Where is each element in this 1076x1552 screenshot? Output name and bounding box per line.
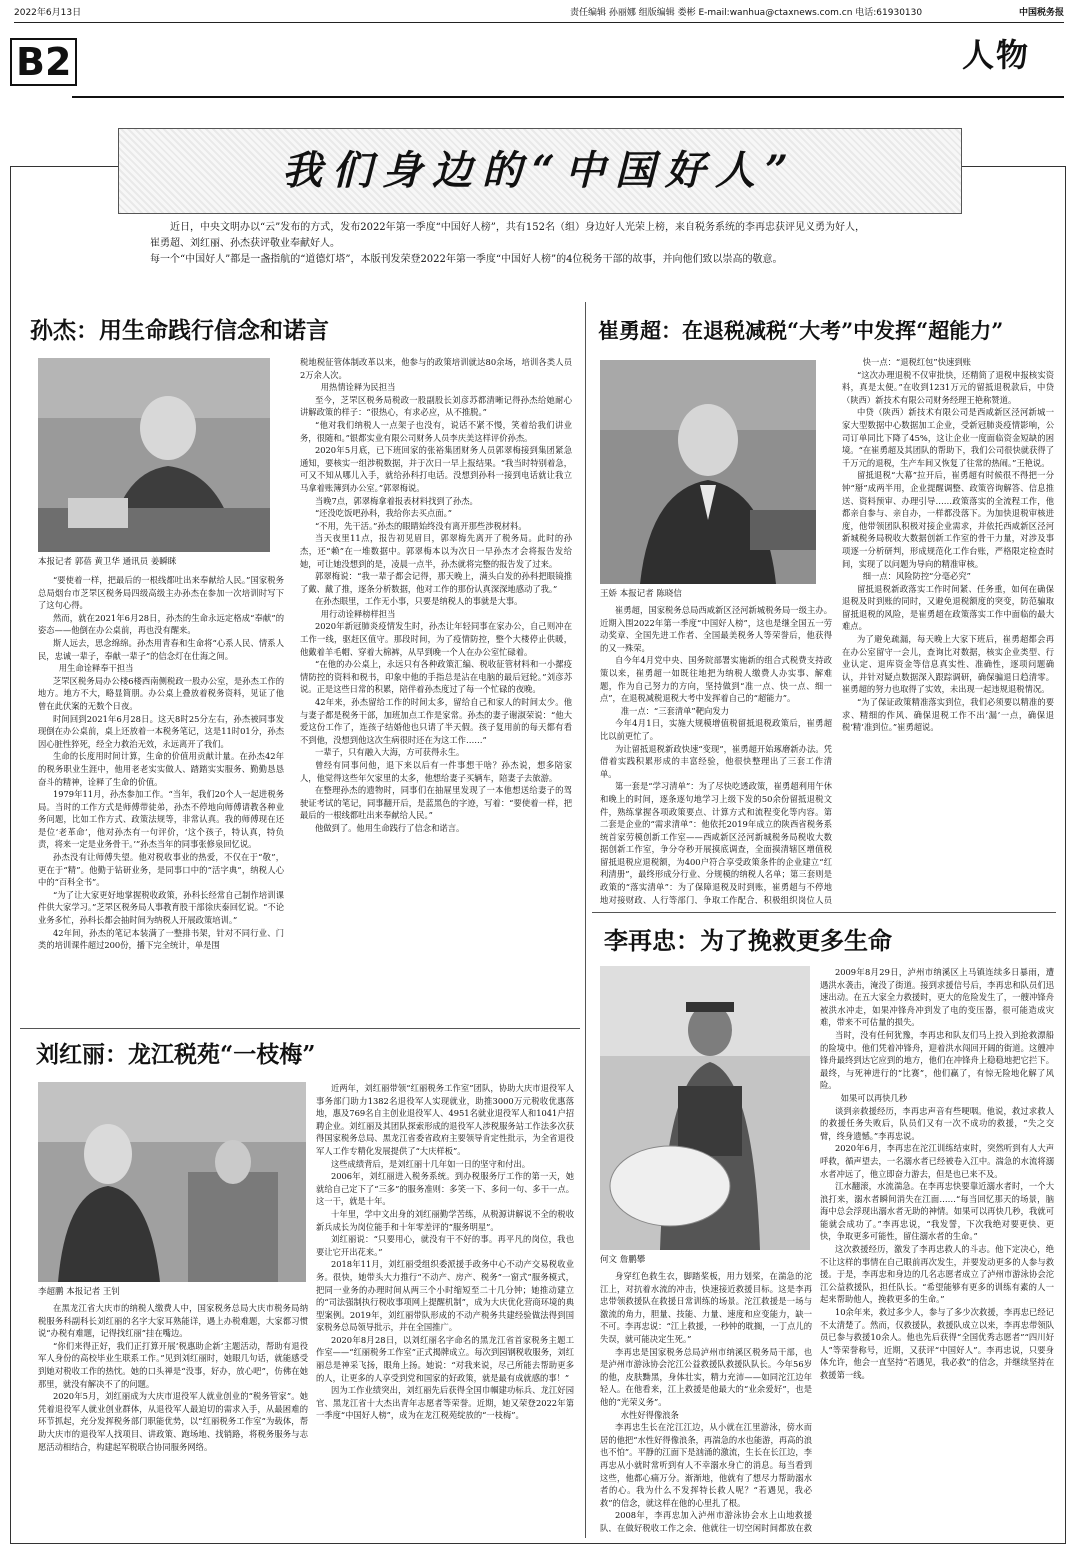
photo-cui [600,360,816,584]
article-body-sunjie-col1 [38,574,284,1020]
para: 崔勇超，国家税务总局西咸新区泾河新城税务局一级主办。近期入围2022年第一季度“中国好人榜”，这也是继全国五一劳动奖章、全国先进工作者、全国最美税务人等荣誉后，他获得的又一殊荣。 [600,605,832,653]
para: 2020年新冠肺炎疫情发生时，孙杰让年轻同事在家办公，自己则冲在工作一线，驱赶区值守。那段时间，为了疫情防控，整个大楼停止供暖，他戴着羊毛帽、穿着大棉裤，从早到晚一个人在办公室忙碌着。 [300,621,572,657]
article-body-liu-col1 [38,1302,308,1532]
article-body-cui-col2 [842,356,1054,906]
photo-sunjie [38,358,270,552]
para: 孙杰没有让师傅失望。他对税收事业的热爱，不仅在于“敬”，更在于“精”。他勤于钻研业务，是同事口中的“活字典”，纳税人心中的“百科全书”。 [38,852,284,888]
para: “你们来得正好，我们正打算开展‘税惠助企新’主题活动，帮助有退役军人身份的高校毕业生联系工作。”见到刘红丽时，她眼几句话，就能感受到她对税收工作的热忱。她的口头禅是“没事，好办，放心吧”，仿佛在她那里，就没有解决不了的问题。 [38,1340,308,1389]
para: “还没吃饭吧孙科，我给你去买点面。” [314,508,453,519]
para: 第一套是“学习清单”：为了尽快吃透政策，崔勇超利用午休和晚上的时间，逐条逐句地学习上级下发的50余份留抵退税文件，熟练掌握各项政策要点、计算方式和流程变化等内容。第二套是企业的“需求清单”：他依托2019年成立的陕西省税务系统首家劳模创新工作室——西咸新区泾河新城税务局税收大数据创新工作室，争分夺秒开展摸底调查，全面摸清辖区增值税留抵退税应退税额，为400户符合享受政策条件的企业建立“红利清册”，最终形成分行业、分规模的纳税人名单；第三套则是政策的“落实清单”：为了保障退税及时到账，崔勇超与不停地地对接财政、人行等部门，争取工作配合，积极组织岗位人员 [600,781,832,904]
portrait-cui-illustration [600,360,816,584]
center-divider [585,302,586,1538]
subheading: 准一点：“三套清单”靶向发力 [620,705,729,716]
para: 然而，就在2021年6月28日，孙杰的生命永远定格成“奉献”的姿态——他倒在办公桌前，再也没有醒来。 [38,612,284,636]
byline-sunjie: 本报记者 郭蓓 黄卫华 通讯员 姜瞬眯 [38,557,177,567]
para: 10余年来，救过多少人，参与了多少次救援，李再忠已经记不太清楚了。然而，仅救援队，救援队成立以来，李再忠带领队员已参与救援10余人。他也先后获得“全国优秀志愿者”“四川好人”等荣誉称号，近期，又获评“中国好人”。李再忠说，只要身体允许，他会一直坚持“若遇见，我必救”的信念，并继续坚持在救援第一线。 [820,1307,1054,1380]
left-divider [20,1028,580,1029]
para: 42年间，孙杰的笔记本装满了一整排书架，针对不同行业、门类的培训课件超过200份，播下完全统计，单是围 [38,927,284,951]
right-divider [592,912,1056,913]
para: 2008年，李再忠加入泸州市游泳协会水上山地救援队，在做好税收工作之余，他就往一切空闲时间都放在救 [600,1510,812,1532]
page-header-bar [14,4,1064,23]
para: 为了避免疏漏，每天晚上大家下班后，崔勇超都会再在办公室留守一会儿，查询比对数据，核实企业类型、行业认定、退库资金等信息真实性、准确性，逐项问题确认，并针对疑点数据深入跟踪调研，确保骗退日趋清零。崔勇超的努力也取得了实效，未出现一起违规退税情况。 [842,634,1054,695]
feature-intro [150,220,950,268]
intro-line-1: 近日，中央文明办以“云”发布的方式，发布2022年第一季度“中国好人榜”，共有152名（组）身边好人光荣上榜，来自税务系统的李再忠获评见义勇为好人， [170,222,865,233]
para: 他做到了。他用生命践行了信念和诺言。 [314,822,465,833]
para: 李再忠是国家税务总局泸州市纳溪区税务局干部，也是泸州市游泳协会沱江公益救援队救援队队长。今年56岁的他，皮肤黝黑，身体壮实，精力充沛——如同沱江边年轻人。在他看来，江上救援是他最大的“业余爱好”，也是他的“光荣义务”。 [600,1346,812,1407]
para: 在黑龙江省大庆市的纳税人缴费人中，国家税务总局大庆市税务局纳税服务科副科长刘红丽的名字大家耳熟能详，遇上办税难题，大家都习惯说“办税有难题，记得找红丽”挂在嘴边。 [38,1303,308,1339]
para: 谈到亲救援经历，李再忠声音有些哽咽。他说，救过求救人的救援任务失败后，队员们又有一次不成功的救援，“失之交臂，终身遗憾。”李再忠说。 [820,1105,1054,1141]
para: 斯人远去，思念绵绵。孙杰用青春和生命将“心系人民、情系人民，忠诚一辈子，奉献一辈子”的信念灯在仕海之间。 [38,637,284,661]
para: 刘红丽说：“只要用心，就没有干不好的事。再平凡的岗位，我也要让它开出花来。” [316,1234,574,1257]
para: 2020年8月28日，以刘红丽名字命名的黑龙江省首家税务主题工作室——“红丽税务工作室”正式揭牌成立。每次到园钢税收服务，刘红丽总是神采飞扬，眼角上扬。她说：“对我来说，尽己所能去帮助更多的人，让更多的人享受到党和国家的好政策，就是最有成就感的事！” [316,1334,574,1383]
para: 税地税征管体制改革以来，他参与的政策培训就达80余场，培训各类人员2万余人次。 [300,357,572,380]
byline-liu: 李超鹏 本报记者 王钊 [38,1287,120,1297]
article-title-cui: 崔勇超：在退税减税“大考”中发挥“超能力” [598,318,1004,343]
para: 因为工作业绩突出，刘红丽先后获得全国巾帼建功标兵、龙江好园官、黑龙江省十大杰出青年志愿者等荣誉。近期，她又荣登2022年第一季度“中国好人榜”，成为在龙江税苑绽放的“一枝梅”。 [316,1385,574,1421]
para: 身穿红色救生衣，脚踏桨板，用力划桨，在湍急的沱江上，对抗着水流的冲击，快速接近救援目标。这是李再忠带领救援队在救援日常训练的场景。沱江救援是一场与激流的角力，胆量、技能、力量、速度和应变能力，缺一不可。李再忠说：“江上救援，一秒钟的耽搁，一丁点儿的失误，就可能决定生死。” [600,1271,812,1344]
feature-banner [118,128,962,214]
para: 1979年11月，孙杰参加工作。“当年，我们20个人一起进税务局。当时的工作方式是师傅带徒弟，孙杰不停地向师傅请教各种业务问题，比如工作方式、政策法规等，非常认真。我的师傅现在还是位‘老革命’，他对孙杰有一句评价，‘这个孩子，特认真，特负责，将来一定是业务骨干。’”孙杰当年的同事张修泉回忆说。 [38,789,284,850]
para: 这次救援经历，激发了李再忠救人的斗志。他下定决心，绝不让这样的事情在自己眼前再次发生，并要发动更多的人参与救援。于是，李再忠和身边的几名志愿者成立了泸州市游泳协会沱江公益救援队，担任队长。“希望能够有更多的训练有素的人一起来帮助他人，挽救更多的生命。” [820,1244,1054,1305]
para: 2020年6月，李再忠在沱江训练结束时，突然听到有人大声呼救，循声望去，一名溺水者已经被卷入江中。湍急的水流将溺水者冲远了，他立即奋力游去，但是也已来不及。 [820,1143,1054,1179]
para: 一辈子，只有融入大海，方可获得永生。 [314,747,465,758]
article-title-liu: 刘红丽：龙江税苑“一枝梅” [36,1041,316,1068]
editor-info: 责任编辑 孙丽娜 组版编辑 娄彬 E-mail:wanhua@ctaxnews.com.cn 电话:61930130 [570,8,923,18]
para: 李再忠生长在沱江江边，从小就在江里游泳，傍水而居的他把“水性好得像浪条，再湍急的水也能游，再高的浪也不怕”。平静的江面下是汹涌的激流，生长在长江边，李再忠从小就时常听到有人不幸溺水身亡的消息。每当看到这些，他都心痛万分。渐渐地，他就有了想尽力帮助溺水者的心。我为什么不发挥特长救人呢？“若遇见，我必救”的信念，就这样在他的心里扎了根。 [600,1422,812,1508]
portrait-li-illustration [600,966,810,1250]
para: 今年4月1日，实施大规模增值税留抵退税政策后，崔勇超比以前更忙了。 [600,718,832,741]
photo-liu [38,1082,306,1282]
newspaper-name: 中国税务报 [1018,8,1064,18]
subheading: 用生命诠释奉干担当 [58,663,134,674]
para: 曾经有同事问他，退下来以后有一件事想干啥？孙杰说，想多陪家人，他觉得这些年欠家里的太多，他想给妻子买辆车，陪妻子去旅游。 [300,760,572,783]
subheading: 用行动诠释榜样担当 [320,608,396,619]
para: “要使着一样，把最后的一根线都吐出来奉献给人民。”国家税务总局烟台市芝罘区税务局四级高级主办孙杰在参加一次培训时写下了这句心得。 [38,575,284,611]
para: “他对我们纳税人一点架子也没有，说话不紧不慢，笑着给我们讲业务，很随和。”银都实业有限公司财务人员李庆美这样评价孙杰。 [300,419,572,443]
subheading: 用热情诠释为民担当 [320,382,396,393]
para: 2006年，刘红丽进入税务系统。到办税服务厅工作的第一天，她就给自己定下了“三多”的服务准则：多笑一下、多问一句、多干一点。这一干，就是十年。 [316,1171,574,1207]
section-title: 人物 [962,36,1031,74]
byline-li: 何文 詹鹏攀 [600,1255,646,1265]
para: 近两年，刘红丽带领“红丽税务工作室”团队，协助大庆市退役军人事务部门助力1382名退役军人实现就业，助推3000万元税收优惠落地，惠及769名自主创业退役军人、4951名就业退役军人和1041户招聘企业。刘红丽及其团队探索形成的退役军人涉税服务站工作法多次获得国家税务总局、黑龙江省委省政府主要领导肯定性批示，为全省退役军人工作专精化发展提供了“大庆样板”。 [316,1083,574,1156]
para: 时间回到2021年6月28日。这天8时25分左右，孙杰被同事发现倒在办公桌前，桌上还放着一本税务笔记，这是11时01分，孙杰因心脏性猝死，经全力救治无效，永远离开了我们。 [38,713,284,749]
para: 2020年5月底，已下班回家的张裕集团财务人员郭翠梅接到集团紧急通知，要核实一组涉税数据，并于次日一早上报结果。“我当时特别着急，可又不知从哪儿入手，就给孙科打电话。没想到孙科一接到电话就让我立马拿着账簿到办公室。”郭翠梅说。 [300,445,572,493]
subheading: 如果可以再快几秒 [840,1092,908,1103]
intro-line-2: 崔勇超、刘红丽、孙杰获评敬业奉献好人。 [150,238,340,249]
article-title-sunjie: 孙杰：用生命践行信念和诺言 [30,317,329,344]
subheading: 细一点：风险防控“分毫必究” [862,571,971,582]
article-title-li: 李再忠：为了挽救更多生命 [604,926,892,955]
para: 留抵退税“大幕”拉开后，崔勇超有时候很不得把一分钟“掰”成两半用，企业提醒调整、政策咨询解答、信息推送、资料预审、办理引导……政策落实的全流程工作，他都亲自参与、亲自办，一样都没落下。为加快退税审核进度，他带领团队积极对接企业需求，并依托西咸新区泾河新城税务局税收大数据创新工作室的骨干力量，对涉及事项逐一分析研判，形成规范化工作台账，严格限定检查时间，实现了以问题为导向的精准审核。 [842,470,1054,569]
article-body-sunjie-col2 [300,356,572,1020]
feature-title: 我们身边的“中国好人” [281,147,798,194]
para: 2009年8月29日，泸州市纳溪区上马镇连续多日暴雨，遭遇洪水袭击，淹没了街道。接到求援信号后，李再忠和队员们迅速出动。在五大家全力救援时，更大的危险发生了，一艘冲锋舟被洪水冲走，如果冲锋舟冲到发了电的变压器，很可能造成灾难，带来不可估量的损失。 [820,967,1054,1028]
article-body-cui-col1 [600,604,832,904]
para: 留抵退税新政落实工作时间紧、任务重，如何在确保退税及时到账的同时，又避免退税额度的突变，防范骗取留抵退税的风险，是崔勇超在政策落实工作中面临的最大难点。 [842,583,1054,632]
page-number: B2 [10,38,77,86]
para: 当天夜里11点，报告初见眉目，郭翠梅先离开了税务局。此时的孙杰，还“赖”在一堆数据中。郭翠梅本以为次日一早孙杰才会将报告发给她，可让她没想到的是，凌晨一点半，孙杰就将完整的报告发了过来。 [300,533,572,569]
article-body-li-col2 [820,966,1054,1532]
subheading: 快一点：“退税红包”快速到账 [862,357,971,367]
para: 江水翻滚，水流湍急。在李再忠快要靠近溺水者时，一个大浪打来，溺水者瞬间消失在江面……“每当回忆那天的场景，脑海中总会浮现出溺水者无助的神情。如果可以再快几秒，我就可能就会成功了。”李再忠说，“我发誓，下次我绝对要更快、更快，争取更多可能性，留住溺水者的生命。” [820,1181,1054,1242]
para: “为了让大家更好地掌握税收政策，孙科长经常自己制作培训课件供大家学习。”芝罘区税务局人事教育股干部徐庆泰回忆说。“不论业务多忙，孙科长都会抽时间为纳税人开展政策培训。” [38,889,284,926]
byline-cui: 王娇 本报记者 陈晓信 [600,589,682,599]
para: 芝罘区税务局办公楼6楼西南侧税政一股办公室，是孙杰工作的地方。地方不大，略显简朋。办公桌上叠放着税务资料，见证了他曾在此伏案的无数个日夜。 [38,675,284,711]
para: 这些成绩背后，是刘红丽十几年如一日的坚守和付出。 [330,1158,531,1169]
para: 在整理孙杰的遗物时，同事们在抽屉里发现了一本他想送给妻子的驾驶证考试的笔记，同事翻开后，是蓝黑色的字迹，写着：“要使着一样，把最后的一根线都吐出来奉献给人民。” [300,785,572,821]
para: 生命的长度用时间计算，生命的价值用贡献计量。在孙杰42年的税务职业生涯中，他用老老实实做人、踏踏实实服务、勤勤恳恳奋斗的精神，诠释了生命的价值。 [38,751,284,787]
para: 2020年5月，刘红丽成为大庆市退役军人就业创业的“税务管家”。她凭着退役军人就业创业群体，从退役军人最迫切的需求入手，从最困难的环节抓起，充分发挥税务部门职能优势，以“红丽税务工作室”为载体，帮助大庆市的退役军人找项目、讲政策、跑场地、找销路，将税务服务与志愿活动相结合，构建起军税联合协同服务网络。 [38,1391,308,1452]
para: 当晚7点，郭翠梅拿着报表材料找到了孙杰。 [314,495,478,506]
article-body-li-col1 [600,1270,812,1532]
photo-li [600,966,810,1250]
article-body-liu-col2 [316,1082,574,1532]
para: 至今，芝罘区税务局税政一股副股长刘彦苏都清晰记得孙杰给她耐心讲解政策的样子：“很热心，有求必应，从不推脱。” [300,394,572,418]
para: 中贷（陕西）新技术有限公司是西咸新区泾河新城一家大型数据中心数据加工企业，受新冠肺炎疫情影响，公司订单同比下降了45%，这让企业一度面临资金短缺的困境。“在崔勇超及其团队的帮助下，我们公司很快就获得了千万元的退税，生产车间又恢复了往常的热闹。”王艳说。 [842,407,1054,468]
para: 郭翠梅说：“我一辈子都会记得，那天晚上，满头白发的孙科把眼镜推了戴、戴了推，逐条分析数据，他对工作的那份认真深深地感动了我。” [300,571,572,594]
para: 为让留抵退税新政快速“变现”，崔勇超开始琢磨新办法。凭借着实践积累形成的丰富经验，他很快整理出了三套工作清单。 [600,743,832,779]
subheading: 水性好得像浪条 [620,1409,679,1420]
para: 2018年11月，刘红丽受组织委派援手政务中心不动产交易税收业务。很快，她带头大力推行“不动产、房产、税务”一窗式”服务模式，把同一业务的办理时间从两三个小时缩短至二十几分钟；她推动建立的“司法强制执行税收事项网上提醒机制”，成为大庆优化营商环境的典型案例。2019年，刘红丽带队形成的不动产税务共建经验做法得到国家税务总局领导批示，并在全国推广。 [316,1259,574,1333]
para: “不用，先干活。”孙杰的眼睛始终没有离开那些涉税材料。 [314,520,527,531]
issue-date: 2022年6月13日 [14,8,82,18]
portrait-liu-illustration [38,1082,306,1282]
para: “为了保证政策精准落实到位，我们必须要以精准的要求、精细的作风、确保退税工作不出‘漏’一点，确保退税‘精’准到位。”崔勇超说。 [842,697,1054,733]
intro-line-3: 每一个“中国好人”都是一盏指航的“道德灯塔”，本版刊发荣登2022年第一季度“中国好人榜”的4位税务干部的故事，并向他们致以崇高的敬意。 [150,254,783,265]
para: 十年里，学中文出身的刘红丽勤学苦练，从税源讲解说不全的税收新兵成长为岗位能手和十年零差评的“服务明星”。 [316,1208,574,1232]
para: 当时，没有任何犹豫，李再忠和队友们马上投入到抢救漂船的险境中。他们凭着冲锋舟，迎着洪水闯回开阔的街道。这艘冲锋舟最终到达它应到的地方，他们在冲锋舟上稳稳地把它拦下。最终，与死神进行的“比赛”，他们赢了，有惊无险地化解了风险。 [820,1029,1054,1091]
portrait-sunjie-illustration [38,358,270,552]
para: 在孙杰眼里，工作无小事，只要是纳税人的事就是大事。 [314,596,523,607]
header-rule [72,96,1064,98]
para: 自今年4月党中央、国务院部署实施新的组合式税费支持政策以来，崔勇超一如既往地把为纳税人缴费人办实事、解难题，作为自己努力的方向，坚持做到“准一点、快一点、细一点”，在退税减税退税大考中发挥着自己的“超能力”。 [600,655,832,704]
para: 42年来，孙杰留给工作的时间太多，留给自己和家人的时间太少。他与妻子都是税务干部，加班加点工作是家常。孙杰的妻子谢淑荣说：“他大爱这份工作了，连孩子结婚他也只请了半天假。孩子复用前的每天都有看不到他，没想到他这次生病很时还在为这工作……” [300,697,572,745]
para: “这次办理退税不仅审批快，还精简了退税申报核实资料，真是太便。”在收到1231万元的留抵退税款后，中贷（陕西）新技术有限公司财务经理王艳称赞道。 [842,369,1054,405]
para: “在他的办公桌上，永远只有各种政策汇编、税收征管材料和一小摞疫情防控的资料和税书，印象中他的手指总是沾在电脑的最后冠轮。”刘彦苏说。正是这些日常的积累，陪伴着孙杰度过了每一个忙碌的夜晚。 [300,659,572,695]
